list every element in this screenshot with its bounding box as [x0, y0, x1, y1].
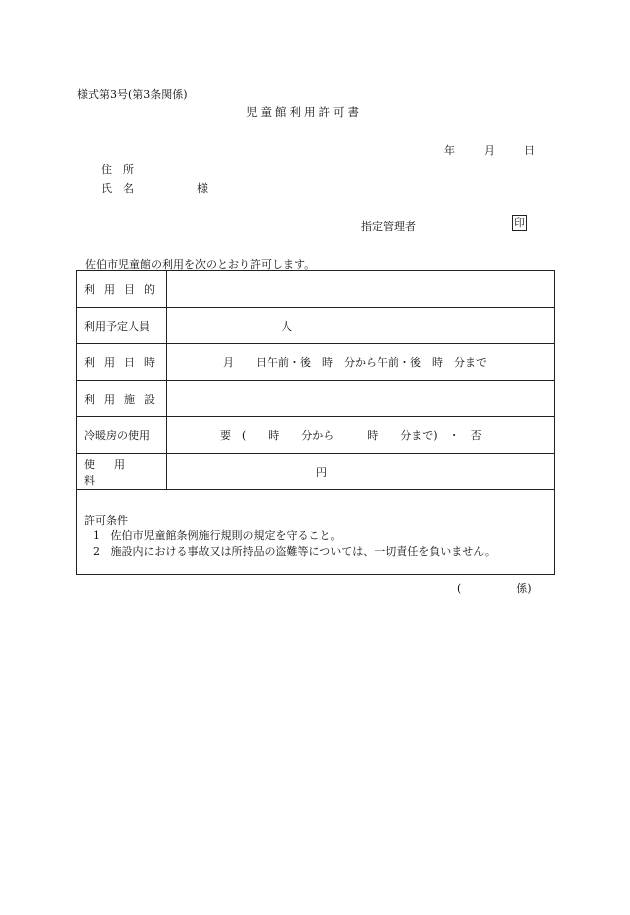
condition-number: 1	[93, 529, 100, 542]
row-aircon-label: 冷暖房の使用	[77, 417, 167, 453]
row-facility-value	[167, 381, 554, 416]
row-fee-value: 円	[316, 465, 327, 479]
date-day-label: 日	[524, 144, 535, 157]
row-aircon-value: 要 ( 時 分から 時 分まで) ・ 否	[220, 429, 482, 442]
row-purpose	[77, 271, 554, 308]
condition-item	[93, 527, 342, 543]
row-purpose-label: 利用目的	[77, 271, 167, 307]
row-people-value: 人	[281, 319, 292, 333]
department-footer: ( 係)	[457, 582, 532, 595]
row-datetime	[77, 344, 554, 381]
issue-date	[444, 142, 535, 158]
row-aircon	[77, 417, 554, 454]
row-people	[77, 308, 554, 344]
condition-number: 2	[93, 545, 100, 558]
date-year-label: 年	[444, 144, 455, 157]
conditions-title: 許可条件	[84, 514, 128, 527]
intro-text: 佐伯市児童館の利用を次のとおり許可します。	[85, 258, 316, 271]
conditions-block	[77, 490, 554, 574]
document-title: 児童館利用許可書	[246, 105, 362, 119]
row-facility	[77, 381, 554, 417]
row-purpose-value	[167, 271, 554, 307]
honorific: 様	[197, 182, 208, 195]
condition-item	[93, 543, 496, 559]
row-datetime-label: 利用日時	[77, 344, 167, 380]
condition-text: 佐伯市児童館条例施行規則の規定を守ること。	[110, 529, 342, 542]
row-datetime-value: 月 日午前・後 時 分から午前・後 時 分まで	[223, 356, 487, 369]
manager-label: 指定管理者	[361, 220, 416, 233]
address-label: 住 所	[101, 163, 134, 176]
permit-table	[76, 270, 555, 575]
form-number: 様式第3号(第3条関係)	[77, 88, 188, 101]
name-label: 氏 名	[101, 182, 134, 195]
row-fee-label: 使用料	[77, 454, 167, 489]
row-people-label: 利用予定人員	[77, 308, 167, 343]
row-facility-label: 利用施設	[77, 381, 167, 416]
row-fee	[77, 454, 554, 490]
seal-mark: 印	[512, 215, 527, 231]
date-month-label: 月	[484, 144, 495, 157]
condition-text: 施設内における事故又は所持品の盗難等については、一切責任を負いません。	[110, 545, 496, 558]
